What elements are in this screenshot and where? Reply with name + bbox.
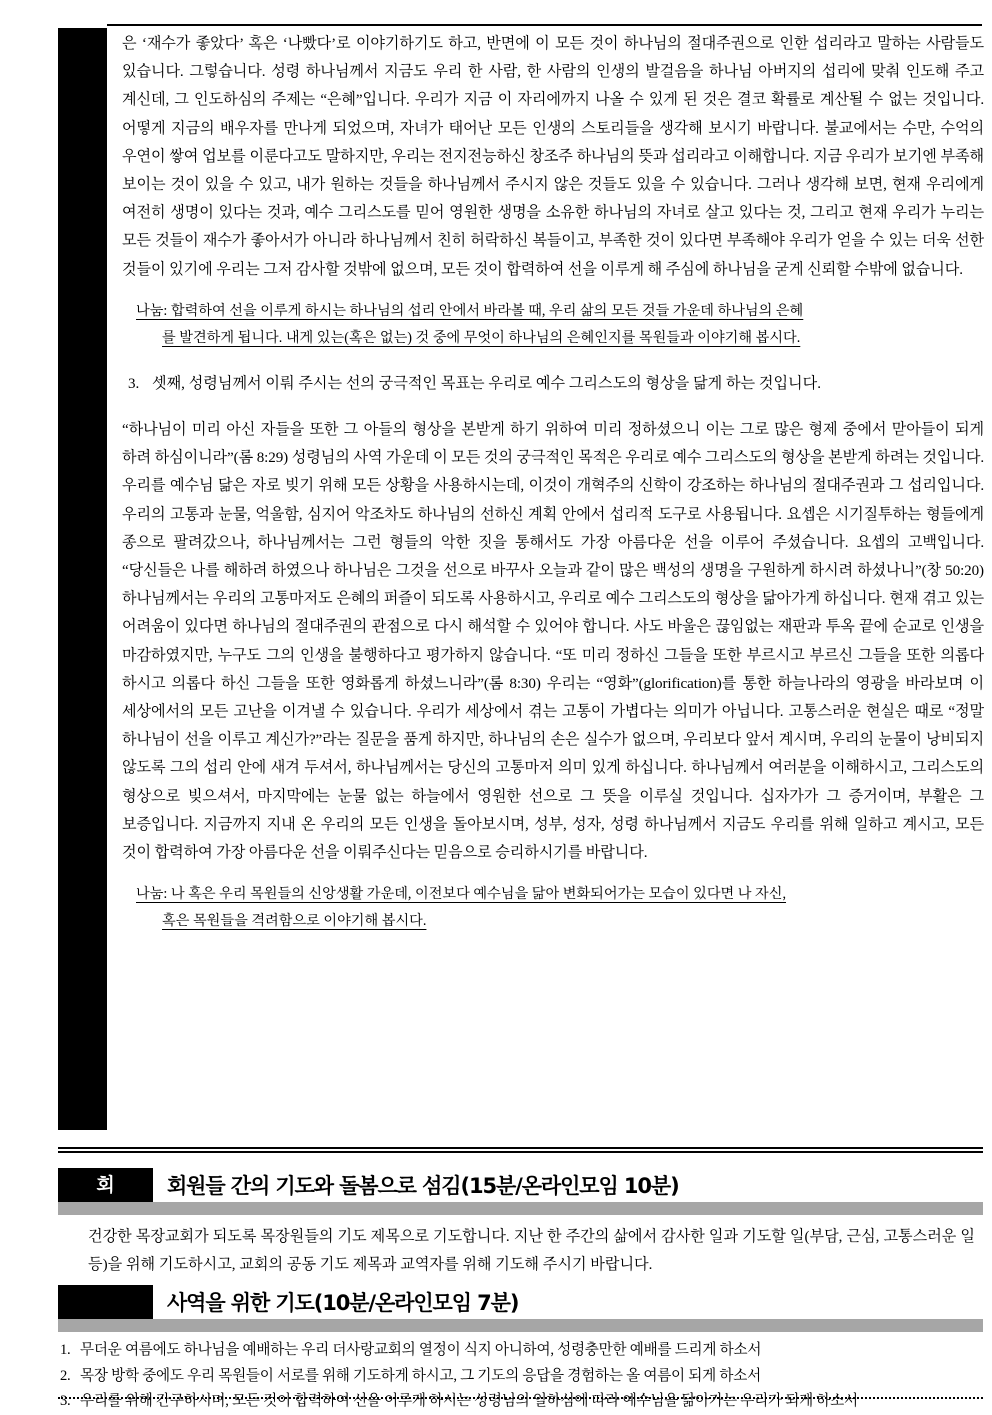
prayer-request-item <box>60 1364 983 1390</box>
prayer-item-text: 우리를 위해 간구하시며, 모든 것이 합력하여 선을 이루게 하시는 성령님의 일하심에 따라 예수님을 닮아가는 우리가 되게 하소서 <box>80 1393 858 1409</box>
bottom-dotted-rule <box>58 1397 983 1399</box>
main-text-column <box>122 30 984 935</box>
list-item-3-text: 셋째, 성령님께서 이뤄 주시는 선의 궁극적인 목표는 우리로 예수 그리스도의 형상을 닮게 하는 것입니다. <box>152 375 821 392</box>
share-prompt-2-line2: 혹은 목원들을 격려함으로 이야기해 봅시다. <box>162 913 427 930</box>
list-item-3 <box>128 370 984 398</box>
share-prompt-1-line1: 나눔: 합력하여 선을 이루게 하시는 하나님의 섭리 안에서 바라볼 때, 우리 삶의 모든 것들 가운데 하나님의 은혜 <box>136 302 804 319</box>
section-gray-band-ministry <box>58 1319 983 1332</box>
section-title-fellowship: 회원들 간의 기도와 돌봄으로 섬김(15분/온라인모임 10분) <box>167 1174 679 1198</box>
prayer-request-item <box>60 1389 983 1415</box>
body-paragraph-2: “하나님이 미리 아신 자들을 또한 그 아들의 형상을 본받게 하기 위하여 미리 정하셨으니 이는 그로 많은 형제 중에서 맏아들이 되게 하려 하심이니라”(롬 8:29) 성령님의 사역 가운데 이 모든 것의 궁극적인 목적은 우리로 예수 그리스도의 형상을 본받게 하려는 것입니다. 우리를 예수님 닮은 자로 빚기 위해 모든 상황을 사용하시는데, 이것이 개혁주의 신학이 강조하는 하나님의 절대주권과 그 섭리입니다. 우리의 고통과 눈물, 억울함, 심지어 악조차도 하나님의 선하신 계획 안에서 섭리적 도구로 사용됩니다. 요셉은 시기질투하는 형들에게 종으로 팔려갔으나, 하나님께서는 그런 형들의 악한 짓을 통해서도 가장 아름다운 선을 이루어 주셨습니다. 요셉의 고백입니다. “당신들은 나를 해하려 하였으나 하나님은 그것을 선으로 바꾸사 오늘과 같이 많은 백성의 생명을 구원하게 하시려 하셨나니”(창 50:20) 하나님께서는 우리의 고통마저도 은혜의 퍼즐이 되도록 사용하시고, 우리로 예수 그리스도의 형상을 닮아가게 하십니다. 현재 겪고 있는 어려움이 있다면 하나님의 절대주권의 관점으로 다시 해석할 수 있어야 합니다. 사도 바울은 끊임없는 재판과 투옥 끝에 순교로 인생을 마감하였지만, 누구도 그의 인생을 불행하다고 평가하지 않습니다. “또 미리 정하신 그들을 또한 부르시고 부르신 그들을 또한 의롭다 하시고 의롭다 하신 그들을 또한 영화롭게 하셨느니라”(롬 8:30) 우리는 “영화”(glorification)를 통한 하늘나라의 영광을 바라보며 이 세상에서의 모든 고난을 이겨낼 수 있습니다. 우리가 세상에서 겪는 고통이 가볍다는 의미가 아닙니다. 고통스러운 현실은 때로 “정말 하나님이 선을 이루고 계신가?”라는 질문을 품게 하지만, 하나님의 손은 실수가 없으며, 우리보다 앞서 계시며, 우리의 눈물이 낭비되지 않도록 그의 섭리 안에 새겨 두셔서, 하나님께서는 당신의 고통마저 의미 있게 하십니다. 하나님께서 여러분을 이해하시고, 그리스도의 형상으로 빚으셔서, 마지막에는 눈물 없는 하늘에서 영원한 선으로 그 뜻을 이루실 것입니다. 십자가가 그 증거이며, 부활은 그 보증입니다. 지금까지 지내 온 우리의 모든 인생을 돌아보시며, 성부, 성자, 성령 하나님께서 지금도 우리를 위해 일하고 계시고, 모든 것이 합력하여 가장 아름다운 선을 이뤄주신다는 믿음으로 승리하시기를 바랍니다. <box>122 422 985 862</box>
list-item-3-number: 3. <box>128 375 140 392</box>
section-fellowship-prayer <box>58 1168 983 1279</box>
section-chip-ministry <box>58 1285 153 1319</box>
section-header-ministry <box>58 1285 983 1319</box>
section-ministry-prayer <box>58 1285 983 1415</box>
prayer-request-item <box>60 1338 983 1364</box>
prayer-item-number: 3. <box>60 1393 71 1409</box>
prayer-item-text: 목장 방학 중에도 우리 목원들이 서로를 위해 기도하게 하시고, 그 기도의 응답을 경험하는 올 여름이 되게 하소서 <box>80 1367 761 1384</box>
section-double-rule-divider <box>58 1147 983 1153</box>
section-header-fellowship <box>58 1168 983 1202</box>
prayer-request-list <box>58 1338 983 1415</box>
paragraph-spacer <box>122 398 984 416</box>
share-prompt-2 <box>136 881 982 935</box>
numbered-point-list <box>122 370 984 398</box>
section-title-ministry: 사역을 위한 기도(10분/온라인모임 7분) <box>167 1291 519 1315</box>
prayer-item-text: 무더운 여름에도 하나님을 예배하는 우리 더사랑교회의 열정이 식지 아니하여, 성령충만한 예배를 드리게 하소서 <box>80 1342 762 1358</box>
section-chip-fellowship: 회 <box>58 1168 153 1202</box>
prayer-item-number: 2. <box>60 1367 71 1384</box>
section-body-fellowship: 건강한 목장교회가 되도록 목장원들의 기도 제목으로 기도합니다. 지난 한 주간의 삶에서 감사한 일과 기도할 일(부담, 근심, 고통스러운 일 등)을 위해 기도하시고, 교회의 공동 기도 제목과 교역자를 위해 기도해 주시기 바랍니다. <box>88 1229 975 1273</box>
section-gray-band-fellowship <box>58 1202 983 1215</box>
share-prompt-2-line1: 나눔: 나 혹은 우리 목원들의 신앙생활 가운데, 이전보다 예수님을 닮아 변화되어가는 모습이 있다면 나 자신, <box>136 886 787 903</box>
top-rule-divider <box>107 24 982 26</box>
share-prompt-1 <box>136 298 982 352</box>
prayer-item-number: 1. <box>60 1342 71 1358</box>
body-paragraph-1: 은 ‘재수가 좋았다’ 혹은 ‘나빴다’로 이야기하기도 하고, 반면에 이 모든 것이 하나님의 절대주권으로 인한 섭리라고 말하는 사람들도 있습니다. 그렇습니다. 성령 하나님께서 지금도 우리 한 사람, 한 사람의 인생의 발걸음을 하나님 아버지의 섭리에 맞춰 인도해 주고 계신데, 그 인도하심의 주제는 “은혜”입니다. 우리가 지금 이 자리에까지 나올 수 있게 된 것은 결코 확률로 계산될 수 없는 것입니다. 어떻게 지금의 배우자를 만나게 되었으며, 자녀가 태어난 모든 인생의 스토리들을 생각해 보시기 바랍니다. 불교에서는 수만, 수억의 우연이 쌓여 업보를 이룬다고도 말하지만, 우리는 전지전능하신 창조주 하나님의 뜻과 섭리라고 이해합니다. 지금 우리가 보기엔 부족해 보이는 것이 있을 수 있고, 내가 원하는 것들을 하나님께서 주시지 않은 것들도 있을 수 있습니다. 그러나 생각해 보면, 현재 우리에게 여전히 생명이 있다는 것과, 예수 그리스도를 믿어 영원한 생명을 소유한 하나님의 자녀로 살고 있다는 것, 그리고 현재 우리가 누리는 모든 것들이 재수가 좋아서가 아니라 하나님께서 친히 허락하신 복들이고, 부족한 것이 있다면 부족해야 우리가 얻을 수 있는 더욱 선한 것들이 있기에 우리는 그저 감사할 것밖에 없으며, 모든 것이 합력하여 선을 이루게 해 주심에 하나님을 굳게 신뢰할 수밖에 없습니다. <box>122 36 984 278</box>
left-black-gutter-bar <box>58 28 107 1130</box>
share-prompt-1-line2: 를 발견하게 됩니다. 내게 있는(혹은 없는) 것 중에 무엇이 하나님의 은혜인지를 목원들과 이야기해 봅시다. <box>162 329 801 346</box>
